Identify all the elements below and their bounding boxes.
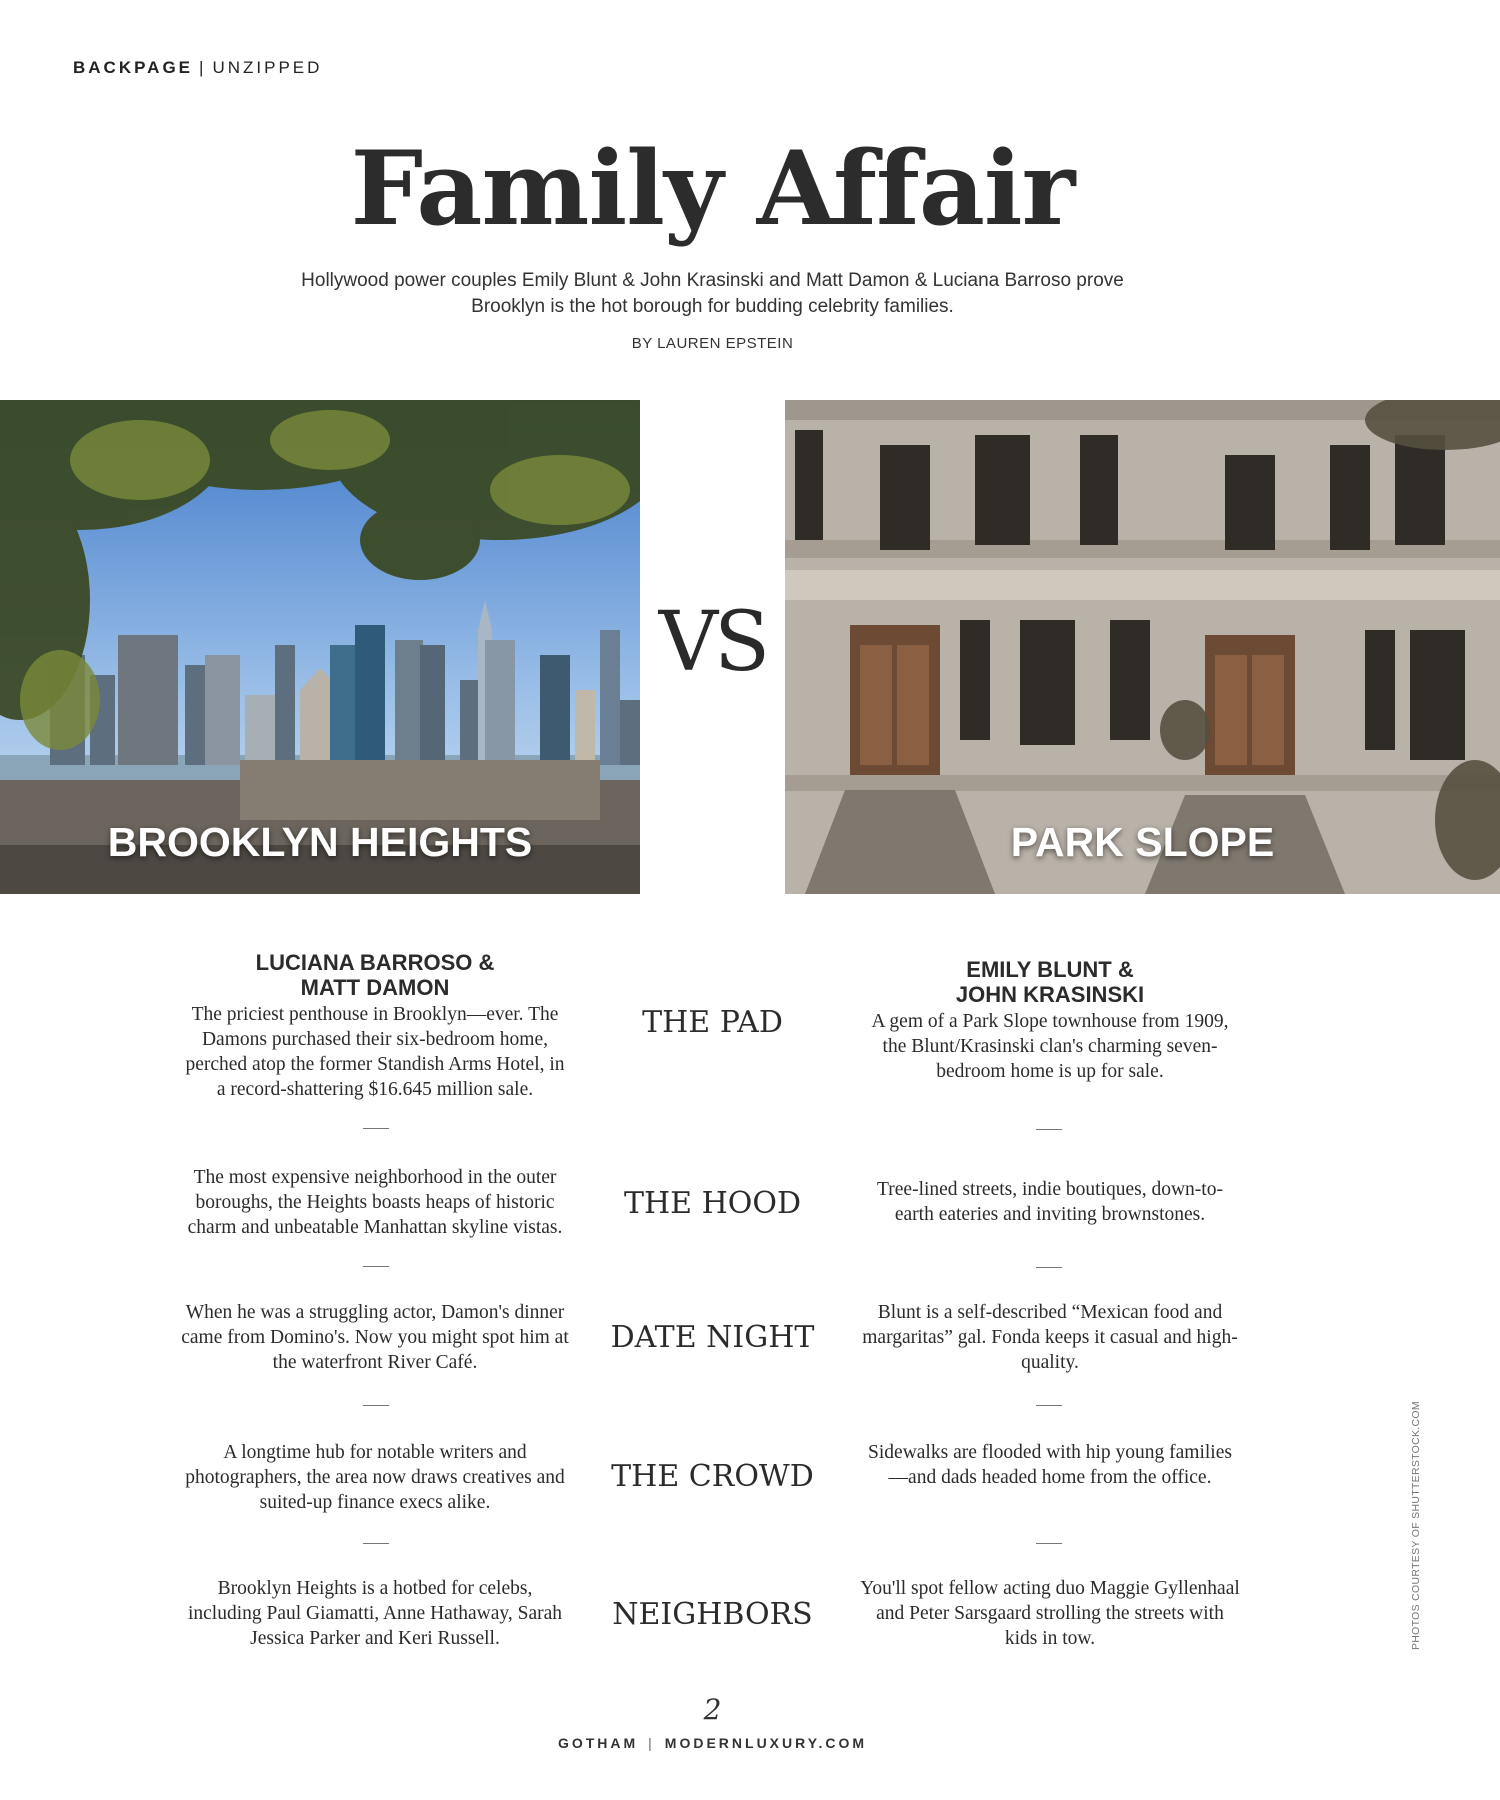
- left-divider: [363, 1405, 389, 1406]
- right-heading-line2: JOHN KRASINSKI: [955, 982, 1145, 1007]
- category-neighbors: NEIGHBORS: [612, 1597, 813, 1632]
- category-date-night: DATE NIGHT: [610, 1320, 815, 1355]
- right-column-heading: [860, 957, 1240, 1007]
- left-column-heading: [185, 950, 565, 1000]
- left-divider: [363, 1266, 389, 1267]
- neighbors-left-text: Brooklyn Heights is a hotbed for celebs, including Paul Giamatti, Anne Hathaway, Sarah Jessica Parker and Keri Russell.: [187, 1578, 563, 1649]
- right-divider: [1036, 1543, 1062, 1544]
- section-kicker: [73, 58, 322, 78]
- page-number: 2: [703, 1693, 722, 1726]
- right-heading-line1: EMILY BLUNT &: [966, 957, 1134, 982]
- left-divider: [363, 1128, 389, 1129]
- crowd-left-text: A longtime hub for notable writers and photographers, the area now draws creatives and suited-up finance execs alike.: [185, 1442, 565, 1513]
- article-title: Family Affair: [350, 129, 1075, 249]
- right-divider: [1036, 1267, 1062, 1268]
- date-night-right-text: Blunt is a self-described “Mexican food and margaritas” gal. Fonda keeps it casual and high-quality.: [862, 1302, 1238, 1373]
- right-divider: [1036, 1129, 1062, 1130]
- category-the-crowd: THE CROWD: [611, 1459, 814, 1494]
- park-slope-photo: [785, 400, 1500, 894]
- left-heading-line1: LUCIANA BARROSO &: [255, 950, 495, 975]
- footer-website: MODERNLUXURY.COM: [664, 1735, 868, 1751]
- crowd-right-text: Sidewalks are flooded with hip young families—and dads headed home from the office.: [868, 1442, 1232, 1488]
- hood-right-text: Tree-lined streets, indie boutiques, down-to-earth eateries and inviting brownstones.: [877, 1179, 1223, 1225]
- subsection-name: UNZIPPED: [212, 58, 323, 77]
- brooklyn-heights-label: BROOKLYN HEIGHTS: [107, 819, 533, 865]
- date-night-left-text: When he was a struggling actor, Damon's dinner came from Domino's. Now you might spot him at the waterfront River Café.: [181, 1302, 569, 1373]
- left-heading-line2: MATT DAMON: [300, 975, 450, 1000]
- brooklyn-heights-photo: [0, 400, 640, 894]
- pad-right-text: A gem of a Park Slope townhouse from 1909, the Blunt/Krasinski clan's charming seven-bedroom home is up for sale.: [871, 1011, 1229, 1082]
- page-footer: [0, 1735, 1425, 1751]
- hood-left-text: The most expensive neighborhood in the outer boroughs, the Heights boasts heaps of historic charm and unbeatable Manhattan skyline vistas.: [187, 1167, 563, 1238]
- left-divider: [363, 1543, 389, 1544]
- footer-separator: |: [648, 1735, 655, 1751]
- byline: BY LAUREN EPSTEIN: [631, 335, 794, 352]
- neighbors-right-text: You'll spot fellow acting duo Maggie Gyllenhaal and Peter Sarsgaard strolling the streets with kids in tow.: [860, 1578, 1240, 1649]
- photo-credit: PHOTOS COURTESY OF SHUTTERSTOCK.COM: [1410, 1401, 1422, 1650]
- park-slope-label: PARK SLOPE: [1010, 819, 1275, 865]
- pad-left-text: The priciest penthouse in Brooklyn—ever. The Damons purchased their six-bedroom home, perched atop the former Standish Arms Hotel, in a record-shattering $16.645 million sale.: [185, 1004, 565, 1100]
- versus-label: VS: [658, 595, 767, 690]
- kicker-separator: |: [199, 58, 207, 77]
- section-name: BACKPAGE: [73, 58, 194, 77]
- article-dek: Hollywood power couples Emily Blunt & John Krasinski and Matt Damon & Luciana Barroso prove Brooklyn is the hot borough for budding celebrity families.: [301, 270, 1124, 317]
- footer-publication: GOTHAM: [557, 1735, 639, 1751]
- right-divider: [1036, 1405, 1062, 1406]
- category-the-pad: THE PAD: [642, 1005, 783, 1040]
- category-the-hood: THE HOOD: [623, 1186, 801, 1221]
